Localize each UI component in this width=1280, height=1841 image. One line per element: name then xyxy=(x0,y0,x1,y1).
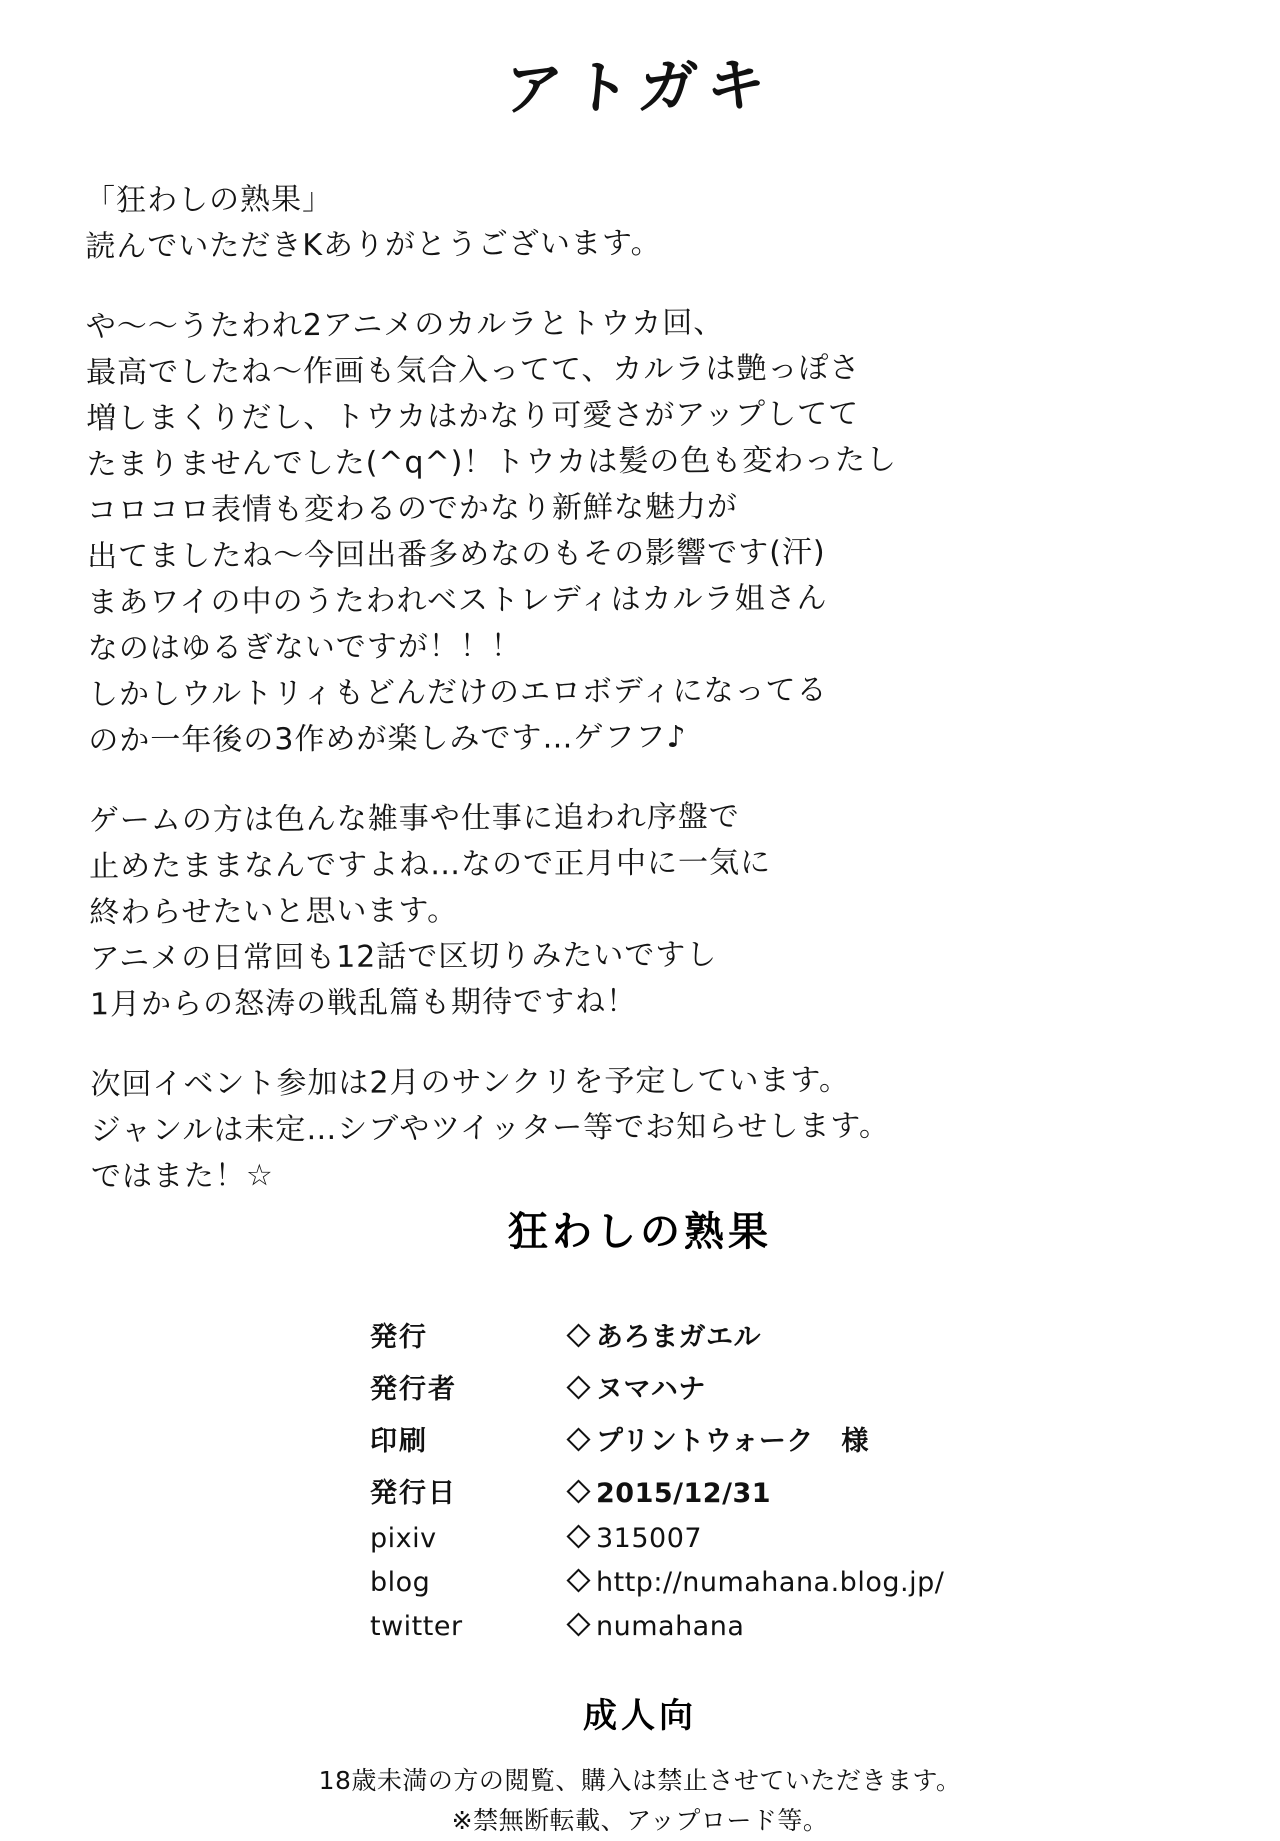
afterword-paragraph: や～～うたわれ2アニメのカルラとトウカ回、 最高でしたね～作画も気合入ってて、カルラは艶っぽさ 増しまくりだし、トウカはかなり可愛さがアップしてて たまりませんでした(^q^)！トウカは髪の色も変わったし コロコロ表情も変わるのでかなり新鮮な魅力が 出てましたね～今回出番多めなのもその影響です(汗) まあワイの中のうたわれベストレディはカルラ姐さん なのはゆるぎないですが！！！ しかしウルトリィもどんだけのエロボディになってる のか一年後の3作めが楽しみです…ゲフフ♪ xyxy=(85,305,898,759)
diamond-icon xyxy=(566,1524,590,1548)
colophon-block xyxy=(0,1200,1280,1841)
credit-row xyxy=(370,1315,950,1354)
credit-row xyxy=(370,1523,950,1554)
credit-value-wrap xyxy=(570,1315,761,1354)
adult-only-mark: 成人向 xyxy=(583,1696,697,1736)
credit-value-wrap xyxy=(570,1367,706,1406)
work-title: 狂わしの熟果 xyxy=(508,1209,772,1255)
credit-row xyxy=(370,1611,950,1642)
credit-value[interactable]: http://numahana.blog.jp/ xyxy=(596,1567,945,1598)
credit-label: 印刷 xyxy=(370,1426,428,1457)
credits-list xyxy=(330,1315,950,1642)
credit-label: 発行者 xyxy=(370,1374,457,1405)
diamond-icon xyxy=(566,1323,590,1347)
credit-row xyxy=(370,1419,950,1458)
credit-row xyxy=(370,1567,950,1598)
credit-label: pixiv xyxy=(370,1523,437,1554)
credit-value: あろまガエル xyxy=(596,1322,761,1353)
afterword-heading: アトガキ xyxy=(501,50,778,124)
credit-label: blog xyxy=(370,1567,431,1598)
notice-line: 18歳未満の方の閲覧、購入は禁止させていただきます。 xyxy=(318,1766,962,1795)
credit-label: twitter xyxy=(370,1611,463,1642)
credit-row xyxy=(370,1367,950,1406)
diamond-icon xyxy=(566,1612,590,1636)
credit-value-wrap xyxy=(570,1611,744,1642)
credit-value: 2015/12/31 xyxy=(596,1478,772,1509)
credit-value[interactable]: numahana xyxy=(596,1611,745,1642)
credit-row xyxy=(370,1471,950,1510)
notice-line: ※禁無断転載、アップロード等。 xyxy=(451,1806,829,1835)
credit-label: 発行 xyxy=(370,1322,428,1353)
afterword-body xyxy=(85,172,1201,1201)
credit-value: ヌマハナ xyxy=(596,1374,706,1405)
afterword-paragraph: 次回イベント参加は2月のサンクリを予定しています。 ジャンルは未定…シブやツイッター等でお知らせします。 ではまた！☆ xyxy=(90,1062,891,1195)
legal-notice xyxy=(0,1761,1280,1841)
diamond-icon xyxy=(566,1568,590,1592)
credit-value-wrap xyxy=(570,1478,771,1509)
credit-label: 発行日 xyxy=(370,1478,457,1509)
credit-value: プリントウォーク 様 xyxy=(596,1426,869,1457)
afterword-paragraph: ゲームの方は色んな雑事や仕事に追われ序盤で 止めたままなんですよね…なので正月中に一気に 終わらせたいと思います。 アニメの日常回も12話で区切りみたいですし 1月からの怒涛の戦乱篇も期待ですね！ xyxy=(88,799,772,1023)
afterword-paragraph: 「狂わしの熟果」 読んでいただきKありがとうございます。 xyxy=(84,181,662,265)
credit-value-wrap xyxy=(570,1567,944,1598)
credit-value-wrap xyxy=(570,1523,702,1554)
credit-value: 315007 xyxy=(596,1523,703,1554)
diamond-icon xyxy=(566,1479,590,1503)
credit-value-wrap xyxy=(570,1419,869,1458)
diamond-icon xyxy=(566,1427,590,1451)
diamond-icon xyxy=(566,1375,590,1399)
